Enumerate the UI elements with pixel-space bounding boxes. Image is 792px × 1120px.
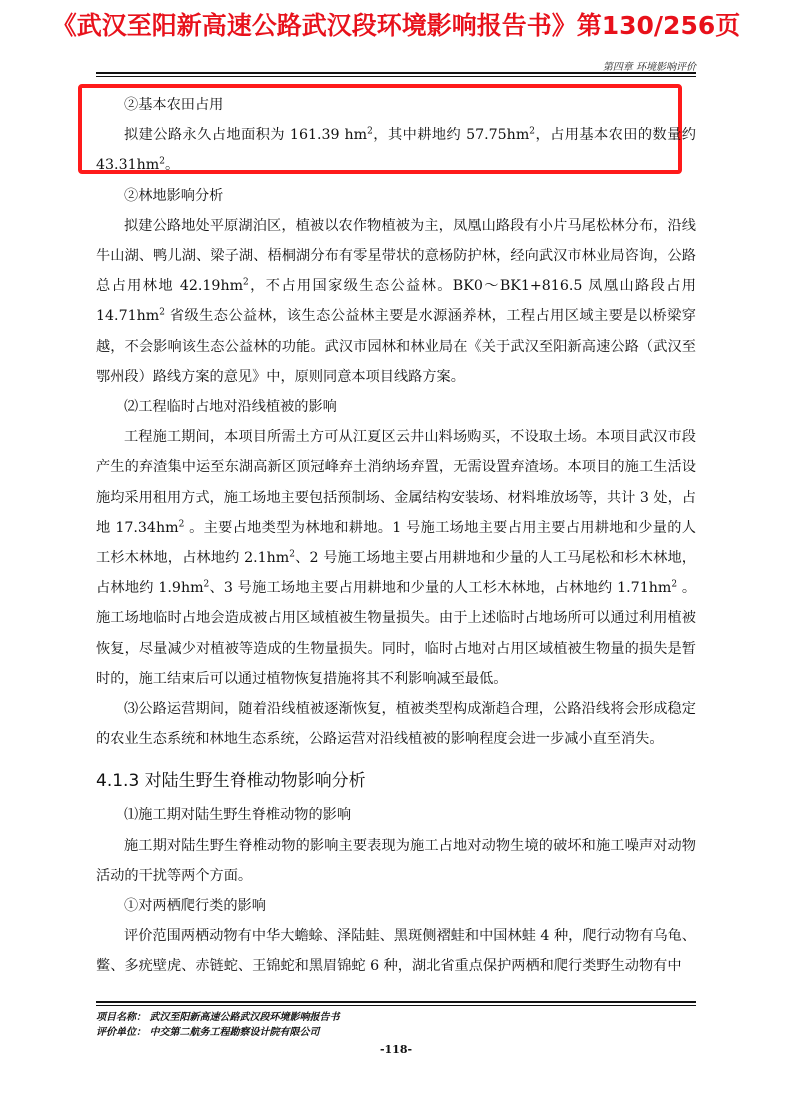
paragraph-temp-land: 工程施工期间，本项目所需土方可从江夏区云井山料场购买，不设取土场。本项目武汉市段产生的弃渣集中运至东湖高新区顶冠峰弃土消纳场弃置，无需设置弃渣场。本项目的施工生活设施均采用租用方式，施工场地主要包括预制场、金属结构安装场、材料堆放场等，共计 3 处，占地 $17.34hm^2$ 。主要占地类型为林地和耕地。1 号施工场地主要占用主要占用耕地和少量的人工杉木林地，占林地约 $2.1hm^2$、2 号施工场地主要占用耕地和少量的人工马尾松和杉木林地，占林地约 $1.9hm^2$、3 号施工场地主要占用耕地和少量的人工杉木林地，占林地约 $1.71hm^2$ 。施工场地临时占地会造成被占用区域植被生物量损失。由于上述临时占地场所可以通过利用植被恢复，尽量减少对植被等造成的生物量损失。同时，临时占地对占用区域植被生物量的损失是暂时的，施工结束后可以通过植物恢复措施将其不利影响减至最低。: [96, 429, 697, 687]
paragraph-amphibian-title: ①对两栖爬行类的影响: [124, 898, 266, 915]
header-rule-thin: [96, 76, 696, 77]
page-body: [96, 90, 696, 982]
section-heading: 4.1.3 对陆生野生脊椎动物影响分析: [96, 771, 366, 792]
paragraph-forest-title: ②林地影响分析: [124, 187, 224, 204]
chapter-header: 第四章 环境影响评价: [602, 62, 696, 73]
paragraph-operation: ⑶公路运营期间，随着沿线植被逐渐恢复，植被类型构成渐趋合理，公路沿线将会形成稳定的农业生态系统和林地生态系统，公路运营对沿线植被的影响程度会进一步减小直至消失。: [96, 701, 696, 748]
footer-unit: 评价单位： 中交第二航务工程勘察设计院有限公司: [96, 1027, 320, 1038]
footer-rule-thin: [96, 1005, 696, 1006]
page-number: -118-: [379, 1043, 413, 1056]
paragraph-temp-land-title: ⑵工程临时占地对沿线植被的影响: [124, 399, 337, 416]
document-page-banner: 《武汉至阳新高速公路武汉段环境影响报告书》第130/256页: [51, 11, 741, 40]
paragraph-construction: 施工期对陆生野生脊椎动物的影响主要表现为施工占地对动物生境的破坏和施工噪声对动物活动的干扰等两个方面。: [96, 837, 696, 884]
paragraph-amphibian: 评价范围两栖动物有中华大蟾蜍、泽陆蛙、黑斑侧褶蛙和中国林蛙 4 种，爬行动物有乌龟、鳖、多疣壁虎、赤链蛇、王锦蛇和黑眉锦蛇 6 种，湖北省重点保护两栖和爬行类野生动物有中: [96, 928, 696, 975]
footer-rule: [96, 1001, 696, 1003]
header-rule: [96, 72, 696, 74]
paragraph-basic-farmland: 拟建公路永久占地面积为 161.39 $hm^2$，其中耕地约 $57.75hm^2$，占用基本农田的数量约 $43.31hm^2$。: [96, 126, 696, 174]
footer-project: 项目名称： 武汉至阳新高速公路武汉段环境影响报告书: [96, 1012, 340, 1023]
paragraph-forest: 拟建公路地处平原湖泊区，植被以农作物植被为主，凤凰山路段有小片马尾松林分布，沿线牛山湖、鸭儿湖、梁子湖、梧桐湖分布有零星带状的意杨防护林，经向武汉市林业局咨询，公路总占用林地 $42.19hm^2$，不占用国家级生态公益林。BK0～BK1+816.5 凤凰山路段占用 $14.71hm^2$ 省级生态公益林，该生态公益林主要是水源涵养林，工程占用区域主要是以桥梁穿越，不会影响该生态公益林的功能。武汉市园林和林业局在《关于武汉至阳新高速公路（武汉至鄂州段）路线方案的意见》中，原则同意本项目线路方案。: [96, 217, 696, 385]
paragraph-construction-title: ⑴施工期对陆生野生脊椎动物的影响: [124, 807, 352, 824]
footer-info: [96, 1010, 339, 1040]
paragraph-basic-farmland-title: ②基本农田占用: [124, 97, 224, 113]
